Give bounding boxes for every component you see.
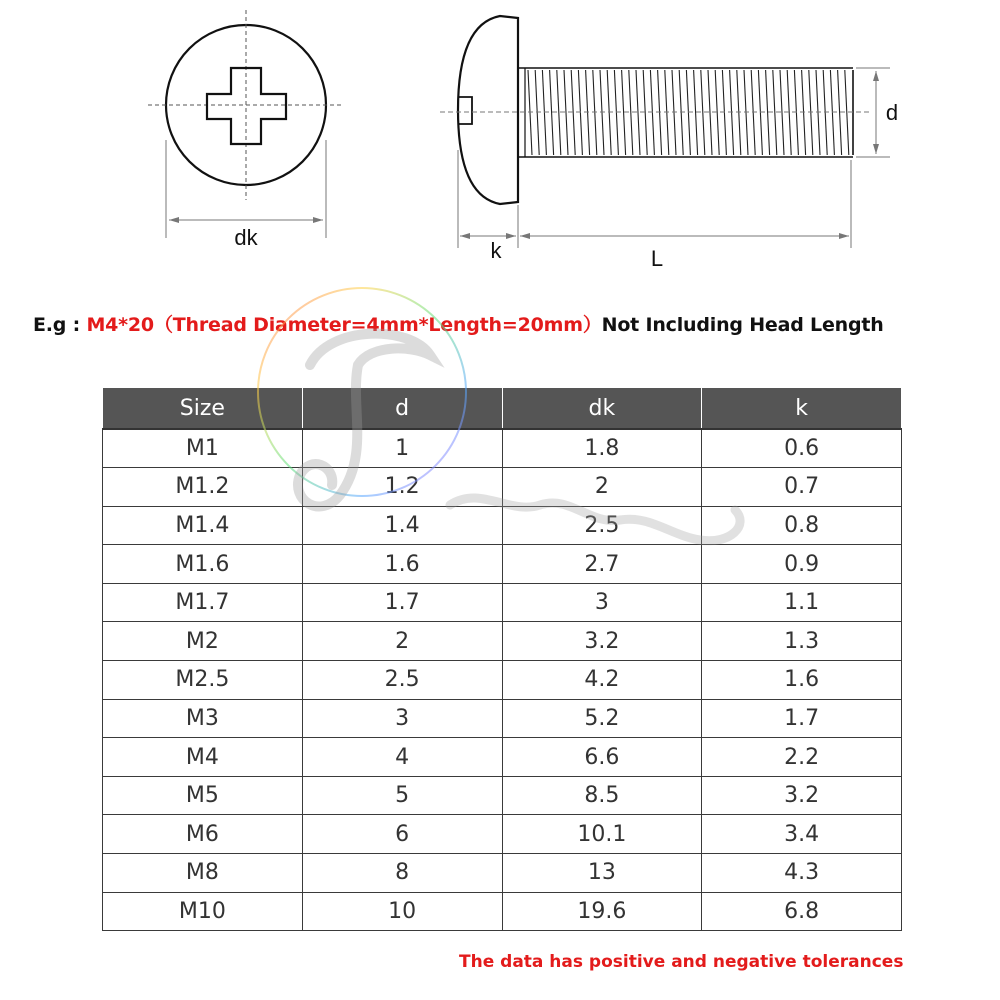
table-cell: M8 bbox=[103, 854, 303, 893]
table-cell: M1.4 bbox=[103, 506, 303, 545]
table-cell: M6 bbox=[103, 815, 303, 854]
table-cell: 4.3 bbox=[702, 854, 902, 893]
table-cell: M1.7 bbox=[103, 583, 303, 622]
table-cell: 2.7 bbox=[502, 545, 702, 584]
table-cell: 1.6 bbox=[702, 661, 902, 700]
column-header: k bbox=[702, 388, 902, 430]
table-cell: 1.2 bbox=[302, 468, 502, 507]
table-cell: 6 bbox=[302, 815, 502, 854]
table-cell: M2.5 bbox=[103, 661, 303, 700]
table-cell: 0.9 bbox=[702, 545, 902, 584]
k-label: k bbox=[490, 238, 502, 263]
example-note: Not Including Head Length bbox=[601, 314, 884, 336]
table-row bbox=[103, 815, 902, 854]
table-row bbox=[103, 854, 902, 893]
table-cell: 6.6 bbox=[502, 738, 702, 777]
table-cell: M5 bbox=[103, 776, 303, 815]
table-body bbox=[103, 429, 902, 931]
table-cell: 4 bbox=[302, 738, 502, 777]
table-cell: 1.7 bbox=[702, 699, 902, 738]
table-row bbox=[103, 661, 902, 700]
table-cell: 4.2 bbox=[502, 661, 702, 700]
head-top-view bbox=[148, 10, 342, 238]
table-cell: 3 bbox=[502, 583, 702, 622]
table-cell: 1.4 bbox=[302, 506, 502, 545]
table-cell: 2.2 bbox=[702, 738, 902, 777]
table-cell: 1.1 bbox=[702, 583, 902, 622]
table-cell: M1.6 bbox=[103, 545, 303, 584]
table-cell: 8.5 bbox=[502, 776, 702, 815]
table-row bbox=[103, 545, 902, 584]
table-row bbox=[103, 583, 902, 622]
table-cell: 19.6 bbox=[502, 892, 702, 931]
table-cell: 10.1 bbox=[502, 815, 702, 854]
table-cell: 2 bbox=[302, 622, 502, 661]
column-header: Size bbox=[103, 388, 303, 430]
table-cell: 3.2 bbox=[502, 622, 702, 661]
d-label: d bbox=[885, 100, 899, 125]
table-row bbox=[103, 506, 902, 545]
table-cell: M1.2 bbox=[103, 468, 303, 507]
table-row bbox=[103, 699, 902, 738]
table-row bbox=[103, 468, 902, 507]
table-cell: 1.3 bbox=[702, 622, 902, 661]
table-row bbox=[103, 429, 902, 468]
table-cell: 1.8 bbox=[502, 429, 702, 468]
dk-label: dk bbox=[234, 225, 258, 250]
table-row bbox=[103, 622, 902, 661]
table-cell: M4 bbox=[103, 738, 303, 777]
table-cell: 5.2 bbox=[502, 699, 702, 738]
table-cell: M1 bbox=[103, 429, 303, 468]
example-detail: （Thread Diameter=4mm*Length=20mm） bbox=[153, 314, 602, 336]
screw-side-view bbox=[440, 16, 890, 248]
tolerance-note: The data has positive and negative tolerances bbox=[459, 952, 904, 972]
table-cell: 0.7 bbox=[702, 468, 902, 507]
table-cell: 2 bbox=[502, 468, 702, 507]
size-spec-table bbox=[102, 387, 902, 931]
table-row bbox=[103, 892, 902, 931]
L-label: L bbox=[650, 246, 664, 271]
table-cell: 5 bbox=[302, 776, 502, 815]
column-header: dk bbox=[502, 388, 702, 430]
table-cell: 3 bbox=[302, 699, 502, 738]
table-row bbox=[103, 738, 902, 777]
table-cell: 13 bbox=[502, 854, 702, 893]
table-cell: 8 bbox=[302, 854, 502, 893]
example-line bbox=[33, 310, 993, 337]
column-header: d bbox=[302, 388, 502, 430]
table-cell: 3.2 bbox=[702, 776, 902, 815]
example-prefix: E.g : bbox=[33, 314, 87, 336]
table-cell: 1 bbox=[302, 429, 502, 468]
table-cell: M10 bbox=[103, 892, 303, 931]
table-cell: 2.5 bbox=[502, 506, 702, 545]
table-cell: M3 bbox=[103, 699, 303, 738]
table-cell: 1.6 bbox=[302, 545, 502, 584]
table-cell: 0.6 bbox=[702, 429, 902, 468]
table-cell: 10 bbox=[302, 892, 502, 931]
table-cell: 2.5 bbox=[302, 661, 502, 700]
table-row bbox=[103, 776, 902, 815]
table-header-row bbox=[103, 388, 902, 430]
table-cell: 0.8 bbox=[702, 506, 902, 545]
screw-dimension-diagram bbox=[0, 0, 1000, 300]
table-cell: 1.7 bbox=[302, 583, 502, 622]
table-cell: 6.8 bbox=[702, 892, 902, 931]
table-cell: M2 bbox=[103, 622, 303, 661]
table-cell: 3.4 bbox=[702, 815, 902, 854]
example-code: M4*20 bbox=[86, 314, 154, 336]
